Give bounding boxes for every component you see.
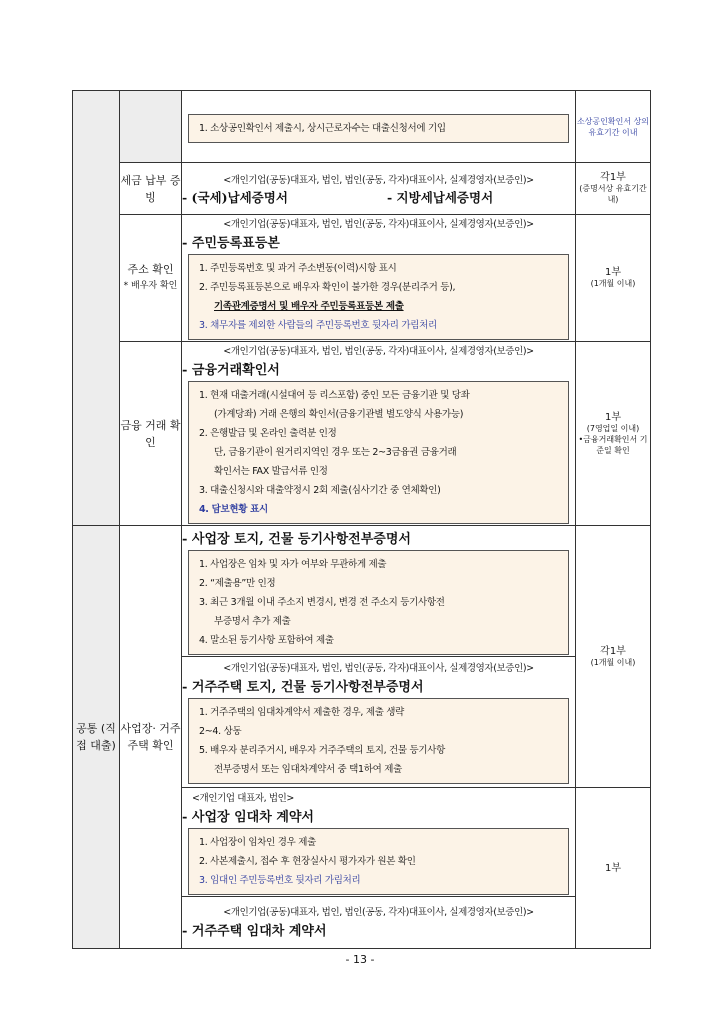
page-number: - 13 - xyxy=(345,953,375,966)
applicant-scope: <개인기업 대표자, 법인> xyxy=(192,792,294,804)
required-documents-table xyxy=(72,90,651,949)
validity-text: 소상공인확인서 상의 유효기간 이내 xyxy=(576,116,650,137)
applicant-scope: <개인기업(공동)대표자, 법인, 법인(공동, 각자)대표이사, 실제경영자(보증인)> xyxy=(223,663,534,674)
note-box: 1. 사업장이 임차인 경우 제출 2. 사본제출시, 접수 후 현장실사시 평가자가 원본 확인 3. 임대인 주민등록번호 뒷자리 가림처리 xyxy=(188,828,569,895)
note-box xyxy=(188,114,569,143)
doc-title-site-lease: - 사업장 임대차 계약서 xyxy=(182,809,314,825)
row-finance xyxy=(73,342,651,526)
doc-title-tax: - (국세)납세증명서 - 지방세납세증명서 xyxy=(182,190,494,205)
count-address: 1부 (1개월 이내) xyxy=(576,215,651,342)
count-lease: 1부 xyxy=(576,788,651,949)
note-line: 1. 소상공인확인서 제출시, 상시근로자수는 대출신청서에 기입 xyxy=(199,122,446,134)
applicant-scope: <개인기업(공동)대표자, 법인, 법인(공동, 각자)대표이사, 실제경영자(보증인)> xyxy=(223,907,534,918)
doc-title-site-building: - 사업장 토지, 건물 등기사항전부증명서 xyxy=(182,532,411,547)
row-sme-certificate xyxy=(73,91,651,163)
applicant-scope: <개인기업(공동)대표자, 법인, 법인(공동, 각자)대표이사, 실제경영자(보증인)> xyxy=(223,346,534,357)
doc-title-residence-building: - 거주주택 토지, 건물 등기사항전부증명서 xyxy=(182,680,424,695)
note-box: 1. 사업장은 임차 및 자가 여부와 무관하게 제출 2. “제출용”만 인정 3. 최근 3개월 이내 주소지 변경시, 변경 전 주소지 등기사항전 부증명서 추가 제출 4. 말소된 등기사항 포함하여 제출 xyxy=(188,550,569,655)
applicant-scope: <개인기업(공동)대표자, 법인, 법인(공동, 각자)대표이사, 실제경영자(보증인)> xyxy=(223,219,534,230)
note-box: 1. 거주주택의 임대차계약서 제출한 경우, 제출 생략 2~4. 상동 5. 배우자 분리주거시, 배우자 거주주택의 토지, 건물 등기사항 전부증명서 또는 임대차계약서 중 택1하여 제출 xyxy=(188,698,569,784)
label-finance: 금융 거래 확인 xyxy=(120,342,182,526)
label-cell-empty xyxy=(120,91,182,163)
row-tax xyxy=(73,163,651,215)
label-site: 사업장· 거주주택 확인 xyxy=(120,526,182,949)
category-cell-empty xyxy=(73,91,120,526)
validity-cell xyxy=(576,91,651,163)
count-finance: 1부 (7영업일 이내) •금융거래확인서 기준일 확인 xyxy=(576,342,651,526)
row-site-building xyxy=(73,526,651,657)
category-common: 공통 (직접 대출) xyxy=(73,526,120,949)
note-box: 1. 현재 대출거래(시설대여 등 리스포함) 중인 모든 금융기관 및 당좌 (가계당좌) 거래 은행의 확인서(금융기관별 별도양식 사용가능) 2. 은행발급 및 온라인 출력분 인정 단, 금융기관이 원거리지역인 경우 또는 2~3금융권 금융거래 확인서는 FAX 발급서류 인정 3. 대출신청시와 대출약정시 2회 제출(심사기간 중 연체확인) 4. 담보현황 표시 xyxy=(188,381,569,524)
doc-title-address: - 주민등록표등본 xyxy=(182,236,280,251)
count-tax: 각1부 (증명서상 유효기간 내) xyxy=(576,163,651,215)
count-site: 각1부 (1개월 이내) xyxy=(576,526,651,788)
doc-title-residence-lease: - 거주주택 임대차 계약서 xyxy=(182,924,327,939)
note-box: 1. 주민등록번호 및 과거 주소변동(이력)시항 표시 2. 주민등록표등본으로 배우자 확인이 불가한 경우(분리주거 등), 기족관계증명서 및 배우자 주민등록표등본 제출 3. 채무자를 제외한 사람들의 주민등록번호 뒷자리 가림처리 xyxy=(188,254,569,340)
label-tax: 세금 납부 증빙 xyxy=(120,163,182,215)
applicant-scope: <개인기업(공동)대표자, 법인, 법인(공동, 각자)대표이사, 실제경영자(보증인)> xyxy=(223,175,534,186)
label-address: 주소 확인 * 배우자 확인 xyxy=(120,215,182,342)
doc-title-finance: - 금융거래확인서 xyxy=(182,363,280,378)
row-address xyxy=(73,215,651,342)
